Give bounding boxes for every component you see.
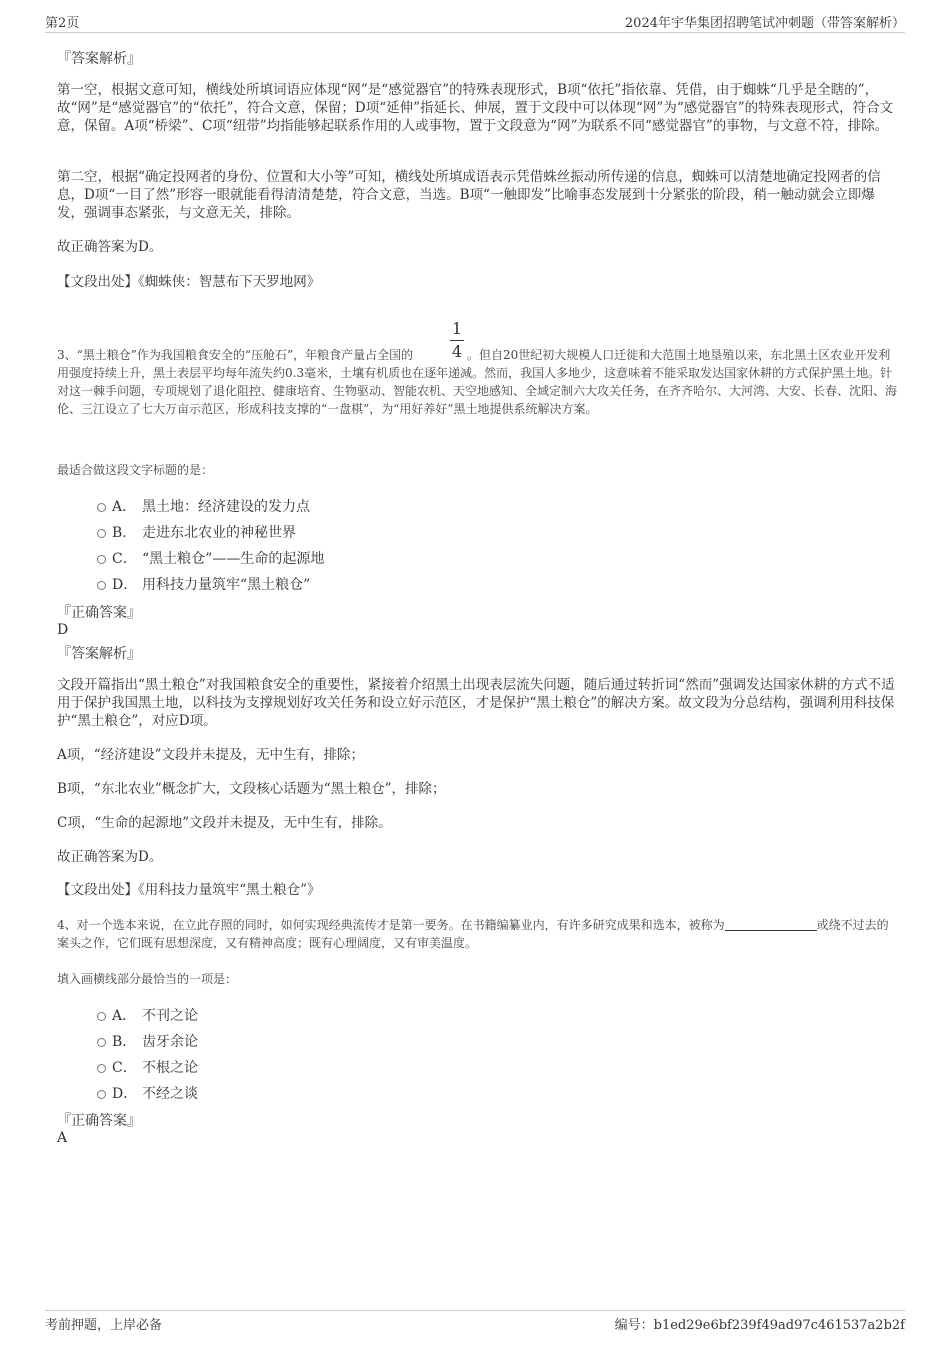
q4-answer-label: 『正确答案』 [57, 1113, 141, 1129]
q3-stem-rest: 。但自20世纪初大规模人口迁徙和大范围土地垦殖以来，东北黑土区农业开发利用强度持续上升，黑土表层平均每年流失约0.3毫米，土壤有机质也在逐年递减。然而，我国人多地少，这意味着不能采取发达国家休耕的方式保护黑土地。针对这一棘手问题，专项规划了退化阻控、健康培育、生物驱动、智能农机、天空地感知、全域定制六大攻关任务，在齐齐哈尔、大河湾、大安、长春、沈阳、海伦、三江设立了七大万亩示范区，形成科技支撑的“一盘棋”，为“用好养好”黑土地提供系统解决方案。 [57, 348, 898, 416]
q4-option-a[interactable]: A． 不刊之论 [97, 1005, 198, 1025]
radio-icon[interactable] [97, 1012, 106, 1021]
q2-analysis-p2: 第二空，根据“确定投网者的身份、位置和大小等”可知，横线处所填成语表示凭借蛛丝振动所传递的信息，蜘蛛可以清楚地确定投网者的信息，D项“一目了然”形容一眼就能看得清清楚楚，符合文意，当选。B项“一触即发”比喻事态发展到十分紧张的阶段，稍一触动就会立即爆发，强调事态紧张，与文意无关，排除。 [57, 169, 881, 221]
q4-prompt: 填入画横线部分最恰当的一项是： [57, 972, 238, 986]
q2-conclusion: 故正确答案为D。 [57, 239, 163, 255]
q3-answer: D [57, 622, 69, 638]
document-title: 2024年宇华集团招聘笔试冲刺题（带答案解析） [624, 16, 905, 31]
q3-source: 【文段出处】《用科技力量筑牢“黑土粮仓”》 [57, 882, 321, 898]
q3-analysis-b: B项，“东北农业”概念扩大，文段核心话题为“黑土粮仓”，排除； [57, 781, 446, 797]
footer-slogan: 考前押题，上岸必备 [45, 1318, 163, 1333]
radio-icon[interactable] [97, 581, 106, 590]
q4-answer: A [57, 1130, 68, 1146]
header-divider [45, 32, 905, 33]
q3-analysis-p1: 文段开篇指出“黑土粮仓”对我国粮食安全的重要性，紧接着介绍黑土出现表层流失问题，随后通过转折词“然而”强调发达国家休耕的方式不适用于保护我国黑土地，以科技为支撑规划好攻关任务和设立好示范区，才是保护“黑土粮仓”的解决方案。故文段为分总结构，强调利用科技保护“黑土粮仓”，对应D项。 [57, 677, 895, 729]
q4-option-c[interactable]: C． 不根之论 [97, 1057, 198, 1077]
q3-option-a[interactable]: A． 黑土地：经济建设的发力点 [97, 496, 310, 516]
q3-answer-label: 『正确答案』 [57, 605, 141, 621]
radio-icon[interactable] [97, 555, 106, 564]
fraction-numerator: 1 [451, 319, 463, 338]
q3-analysis-label: 『答案解析』 [57, 646, 141, 662]
q2-source: 【文段出处】《蜘蛛侠：智慧布下天罗地网》 [57, 274, 321, 290]
radio-icon[interactable] [97, 1064, 106, 1073]
document-id: 编号：b1ed29e6bf239f49ad97c461537a2b2f [614, 1318, 905, 1333]
q4-option-d[interactable]: D． 不经之谈 [97, 1083, 198, 1103]
q3-option-b[interactable]: B． 走进东北农业的神秘世界 [97, 522, 296, 542]
q2-analysis-p1: 第一空，根据文意可知，横线处所填词语应体现“网”是“感觉器官”的特殊表现形式，B项“依托”指依靠、凭借，由于蜘蛛“几乎是全瞎的”，故“网”是“感觉器官”的“依托”，符合文意，保留；D项“延伸”指延长、伸展，置于文段中可以体现“网”为“感觉器官”的特殊表现形式，符合文意，保留。A项“桥梁”、C项“纽带”均指能够起联系作用的人或事物，置于文段意为“网”为联系不同“感觉器官”的事物，与文意不符，排除。 [57, 82, 894, 134]
fill-in-blank [725, 919, 817, 931]
radio-icon[interactable] [97, 1090, 106, 1099]
q2-analysis-label: 『答案解析』 [57, 51, 141, 67]
q3-stem-start: 3、“黑土粮仓”作为我国粮食安全的“压舱石”，年粮食产量占全国的 [57, 348, 414, 362]
q4-option-b[interactable]: B． 齿牙余论 [97, 1031, 198, 1051]
radio-icon[interactable] [97, 529, 106, 538]
page-header [0, 12, 950, 32]
q3-analysis-c: C项，“生命的起源地”文段并未提及，无中生有，排除。 [57, 815, 392, 831]
q4-stem: 4、对一个选本来说，在立此存照的同时，如何实现经典流传才是第一要务。在书籍编纂业内，有许多研究成果和选本，被称为 或绕不过去的案头之作，它们既有思想深度，又有精神高度；既有心理阔度，又有审美温度。 [57, 918, 889, 950]
q3-prompt: 最适合做这段文字标题的是： [57, 463, 214, 477]
q3-conclusion: 故正确答案为D。 [57, 849, 163, 865]
fraction-bar [450, 340, 464, 341]
page-number: 第2页 [45, 16, 80, 31]
q3-option-c[interactable]: C． “黑土粮仓”——生命的起源地 [97, 548, 324, 568]
radio-icon[interactable] [97, 503, 106, 512]
q3-analysis-a: A项，“经济建设”文段并未提及，无中生有，排除； [57, 747, 365, 763]
fraction-denominator: 4 [451, 342, 463, 361]
footer-divider [45, 1310, 905, 1311]
radio-icon[interactable] [97, 1038, 106, 1047]
q3-option-d[interactable]: D． 用科技力量筑牢“黑土粮仓” [97, 574, 310, 594]
